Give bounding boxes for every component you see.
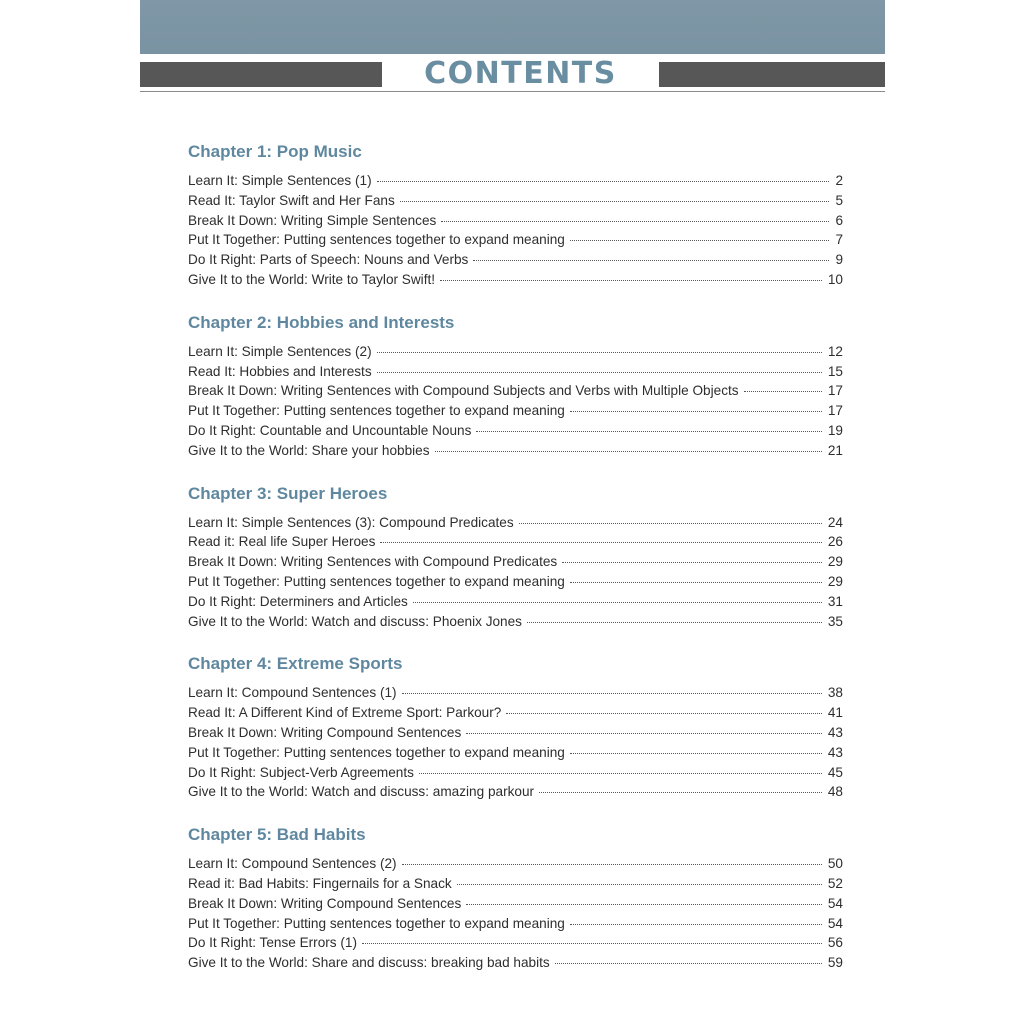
toc-entry [188, 782, 843, 802]
dot-leader [562, 562, 822, 563]
toc-entry [188, 723, 843, 743]
toc-entry-title: Give It to the World: Watch and discuss: amazing parkour [188, 784, 535, 800]
toc-entry-title: Break It Down: Writing Compound Sentences [188, 895, 462, 911]
toc-entry [188, 743, 843, 763]
toc-entry [188, 914, 843, 934]
toc-page-number: 7 [835, 232, 843, 248]
toc-entry [188, 211, 843, 231]
toc-page-number: 29 [827, 573, 843, 589]
toc-entry [188, 532, 843, 552]
header-bar-left [140, 62, 382, 87]
toc-page-number: 5 [835, 192, 843, 208]
toc-entry [188, 894, 843, 914]
dot-leader [400, 201, 830, 202]
dot-leader [419, 773, 822, 774]
dot-leader [506, 713, 822, 714]
toc-entry-title: Put It Together: Putting sentences together to expand meaning [188, 915, 565, 931]
toc-page-number: 52 [827, 875, 843, 891]
toc-page-number: 12 [827, 343, 843, 359]
dot-leader [435, 451, 822, 452]
dot-leader [377, 372, 822, 373]
toc-entry [188, 270, 843, 290]
toc-page-number: 19 [827, 422, 843, 438]
dot-leader [466, 904, 822, 905]
toc-entry-title: Break It Down: Writing Simple Sentences [188, 212, 437, 228]
toc-entry-title: Learn It: Simple Sentences (3): Compound Predicates [188, 514, 514, 530]
toc-page-number: 48 [827, 784, 843, 800]
toc-entry-title: Do It Right: Countable and Uncountable Nouns [188, 422, 472, 438]
toc-page-number: 35 [827, 613, 843, 629]
dot-leader [440, 280, 822, 281]
toc-entry-title: Read it: Real life Super Heroes [188, 534, 376, 550]
toc-entry [188, 572, 843, 592]
toc-page-number: 2 [835, 173, 843, 188]
toc-entry [188, 552, 843, 572]
toc-entry-title: Put It Together: Putting sentences together to expand meaning [188, 232, 565, 248]
toc-entry [188, 592, 843, 612]
toc-entry [188, 612, 843, 632]
toc-page-number: 17 [827, 383, 843, 399]
dot-leader [744, 391, 822, 392]
toc-entry-title: Put It Together: Putting sentences together to expand meaning [188, 573, 565, 589]
toc-page-number: 50 [827, 856, 843, 872]
toc-entry [188, 874, 843, 894]
chapter-title: Chapter 2: Hobbies and Interests [188, 312, 455, 332]
toc-entry-title: Learn It: Simple Sentences (1) [188, 173, 372, 188]
toc-entry-title: Break It Down: Writing Compound Sentences [188, 724, 462, 740]
toc-page-number: 43 [827, 744, 843, 760]
table-of-contents [188, 140, 843, 994]
chapter-title: Chapter 4: Extreme Sports [188, 654, 403, 674]
toc-entry-title: Do It Right: Parts of Speech: Nouns and Verbs [188, 252, 469, 268]
toc-entry-title: Read It: Taylor Swift and Her Fans [188, 192, 395, 208]
toc-entry [188, 342, 843, 362]
toc-entry [188, 381, 843, 401]
dot-leader [476, 431, 821, 432]
toc-entry [188, 441, 843, 461]
toc-entry [188, 933, 843, 953]
toc-entry-title: Give It to the World: Watch and discuss: Phoenix Jones [188, 613, 522, 629]
toc-entry-title: Put It Together: Putting sentences together to expand meaning [188, 744, 565, 760]
toc-entry-title: Do It Right: Determiners and Articles [188, 593, 408, 609]
dot-leader [555, 963, 822, 964]
chapter-section [188, 311, 843, 461]
toc-page-number: 9 [835, 252, 843, 268]
chapter-section [188, 652, 843, 802]
toc-entry [188, 401, 843, 421]
toc-entry [188, 171, 843, 191]
toc-entry [188, 953, 843, 973]
toc-entry-title: Break It Down: Writing Sentences with Compound Subjects and Verbs with Multiple Objects [188, 383, 739, 399]
toc-entry-title: Do It Right: Tense Errors (1) [188, 935, 357, 951]
dot-leader [402, 864, 822, 865]
dot-leader [380, 542, 821, 543]
header-rule [140, 91, 885, 92]
chapter-title: Chapter 1: Pop Music [188, 142, 362, 161]
toc-entry [188, 763, 843, 783]
dot-leader [457, 884, 822, 885]
dot-leader [570, 240, 830, 241]
dot-leader [377, 352, 822, 353]
dot-leader [570, 411, 822, 412]
header-band [140, 0, 885, 54]
dot-leader [441, 221, 829, 222]
toc-entry-title: Put It Together: Putting sentences together to expand meaning [188, 403, 565, 419]
chapter-title: Chapter 3: Super Heroes [188, 483, 388, 503]
toc-page-number: 26 [827, 534, 843, 550]
toc-page-number: 54 [827, 895, 843, 911]
toc-page-number: 45 [827, 764, 843, 780]
toc-page-number: 43 [827, 724, 843, 740]
dot-leader [466, 733, 822, 734]
toc-page-number: 59 [827, 955, 843, 971]
toc-entry-title: Give It to the World: Share and discuss: breaking bad habits [188, 955, 550, 971]
dot-leader [519, 523, 822, 524]
toc-page-number: 6 [835, 212, 843, 228]
toc-page-number: 41 [827, 705, 843, 721]
toc-entry [188, 250, 843, 270]
dot-leader [413, 602, 822, 603]
dot-leader [402, 693, 822, 694]
toc-entry-title: Read It: Hobbies and Interests [188, 363, 372, 379]
dot-leader [527, 622, 822, 623]
toc-page-number: 38 [827, 685, 843, 701]
dot-leader [570, 924, 822, 925]
toc-page-number: 21 [827, 442, 843, 458]
dot-leader [377, 181, 830, 182]
chapter-section [188, 140, 843, 290]
toc-page-number: 24 [827, 514, 843, 530]
toc-page-number: 15 [827, 363, 843, 379]
chapter-section [188, 823, 843, 973]
chapter-section [188, 482, 843, 632]
dot-leader [570, 753, 822, 754]
dot-leader [362, 943, 822, 944]
toc-entry-title: Read It: A Different Kind of Extreme Sport: Parkour? [188, 705, 502, 721]
dot-leader [473, 260, 829, 261]
toc-entry-title: Learn It: Simple Sentences (2) [188, 343, 372, 359]
header-bar-right [659, 62, 885, 87]
toc-page-number: 56 [827, 935, 843, 951]
toc-page-number: 17 [827, 403, 843, 419]
toc-entry [188, 191, 843, 211]
toc-entry-title: Learn It: Compound Sentences (1) [188, 685, 397, 701]
toc-page-number: 54 [827, 915, 843, 931]
toc-entry-title: Break It Down: Writing Sentences with Compound Predicates [188, 554, 558, 570]
toc-entry [188, 362, 843, 382]
toc-page-number: 29 [827, 554, 843, 570]
toc-entry [188, 703, 843, 723]
dot-leader [539, 792, 822, 793]
dot-leader [570, 582, 822, 583]
toc-entry [188, 230, 843, 250]
toc-entry-title: Give It to the World: Write to Taylor Swift! [188, 271, 436, 287]
toc-entry-title: Read it: Bad Habits: Fingernails for a Snack [188, 875, 452, 891]
toc-entry [188, 421, 843, 441]
toc-entry-title: Learn It: Compound Sentences (2) [188, 856, 397, 872]
contents-heading: CONTENTS [424, 56, 617, 91]
chapter-title: Chapter 5: Bad Habits [188, 825, 366, 845]
toc-page-number: 31 [827, 593, 843, 609]
toc-entry [188, 683, 843, 703]
toc-page-number: 10 [827, 271, 843, 287]
toc-entry-title: Give It to the World: Share your hobbies [188, 442, 430, 458]
toc-entry [188, 854, 843, 874]
document-page [140, 0, 885, 1024]
toc-entry-title: Do It Right: Subject-Verb Agreements [188, 764, 414, 780]
toc-entry [188, 513, 843, 533]
